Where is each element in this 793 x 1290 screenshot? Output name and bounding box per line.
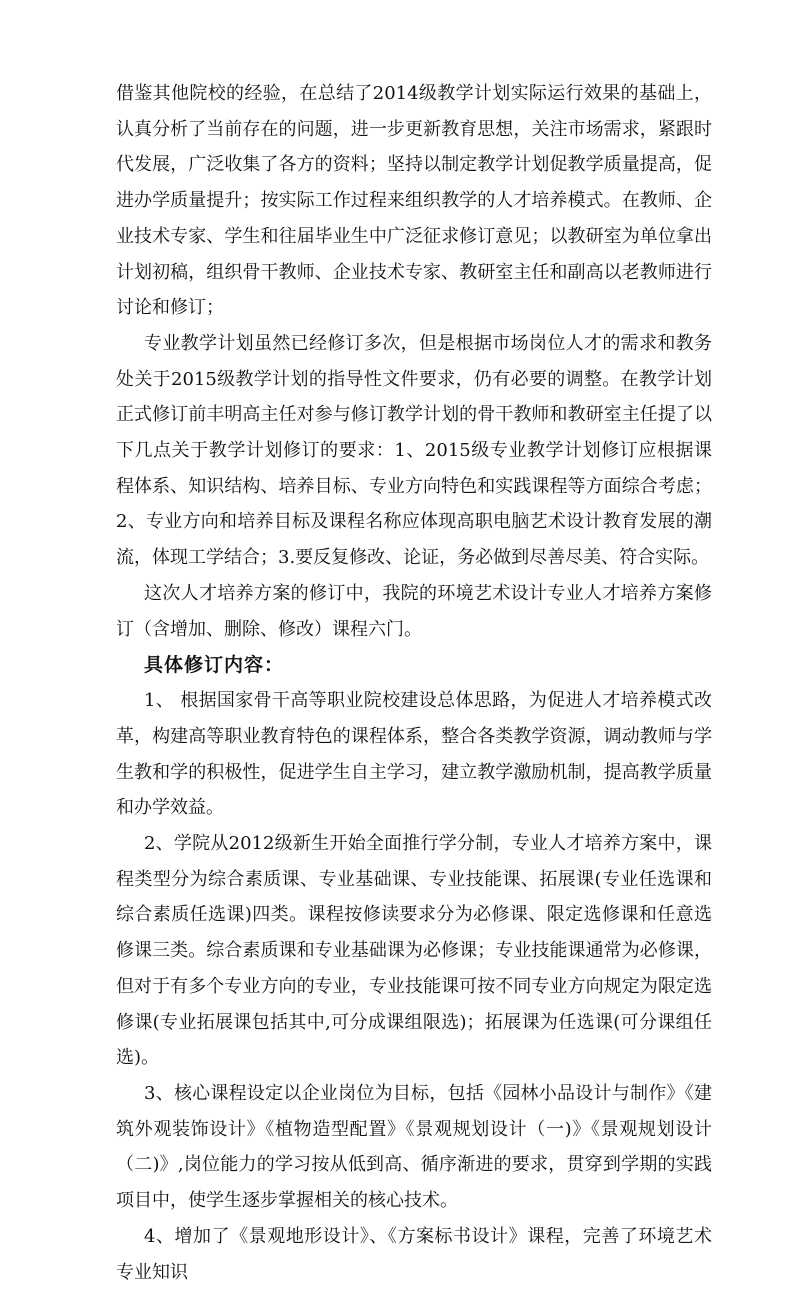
list-item-4: 4、增加了《景观地形设计》、《方案标书设计》课程，完善了环境艺术专业知识 [116,1225,712,1283]
paragraph-continuation: 借鉴其他院校的经验，在总结了2014级教学计划实际运行效果的基础上，认真分析了当前存在的问题，进一步更新教育思想，关注市场需求，紧跟时代发展，广泛收集了各方的资料；坚持以制定教学计划促教学质量提高，促进办学质量提升；按实际工作过程来组织教学的人才培养模式。在教师、企业技术专家、学生和往届毕业生中广泛征求修订意见；以教研室为单位拿出计划初稿，组织骨干教师、企业技术专家、教研室主任和副高以老教师进行讨论和修订； [116,83,712,319]
list-item-1: 1、 根据国家骨干高等职业院校建设总体思路，为促进人才培养模式改革，构建高等职业教育特色的课程体系，整合各类教学资源，调动教师与学生教和学的积极性，促进学生自主学习，建立教学激励机制，提高教学质量和办学效益。 [116,690,712,819]
paragraph-revision-requirements: 专业教学计划虽然已经修订多次，但是根据市场岗位人才的需求和教务处关于2015级教学计划的指导性文件要求，仍有必要的调整。在教学计划正式修订前丰明高主任对参与修订教学计划的骨干教师和教研室主任提了以下几点关于教学计划修订的要求：1、2015级专业教学计划修订应根据课程体系、知识结构、培养目标、专业方向特色和实践课程等方面综合考虑；2、专业方向和培养目标及课程名称应体现高职电脑艺术设计教育发展的潮流，体现工学结合；3.要反复修改、论证，务必做到尽善尽美、符合实际。 [116,332,712,569]
document-page [116,76,712,1290]
section-heading: 具体修订内容： [144,654,285,677]
list-item-2: 2、学院从2012级新生开始全面推行学分制，专业人才培养方案中，课程类型分为综合素质课、专业基础课、专业技能课、拓展课(专业任选课和综合素质任选课)四类。课程按修读要求分为必修课、限定选修课和任意选修课三类。综合素质课和专业基础课为必修课；专业技能课通常为必修课，但对于有多个专业方向的专业，专业技能课可按不同专业方向规定为限定选修课(专业拓展课包括其中,可分成课组限选)；拓展课为任选课(可分课组任选)。 [116,833,712,1069]
list-item-3: 3、核心课程设定以企业岗位为目标，包括《园林小品设计与制作》《建筑外观装饰设计》《植物造型配置》《景观规划设计（一)》《景观规划设计（二)》,岗位能力的学习按从低到高、循序渐进的要求，贯穿到学期的实践项目中，使学生逐步掌握相关的核心技术。 [116,1082,712,1212]
paragraph-revision-summary: 这次人才培养方案的修订中，我院的环境艺术设计专业人才培养方案修订（含增加、删除、修改）课程六门。 [116,582,712,640]
